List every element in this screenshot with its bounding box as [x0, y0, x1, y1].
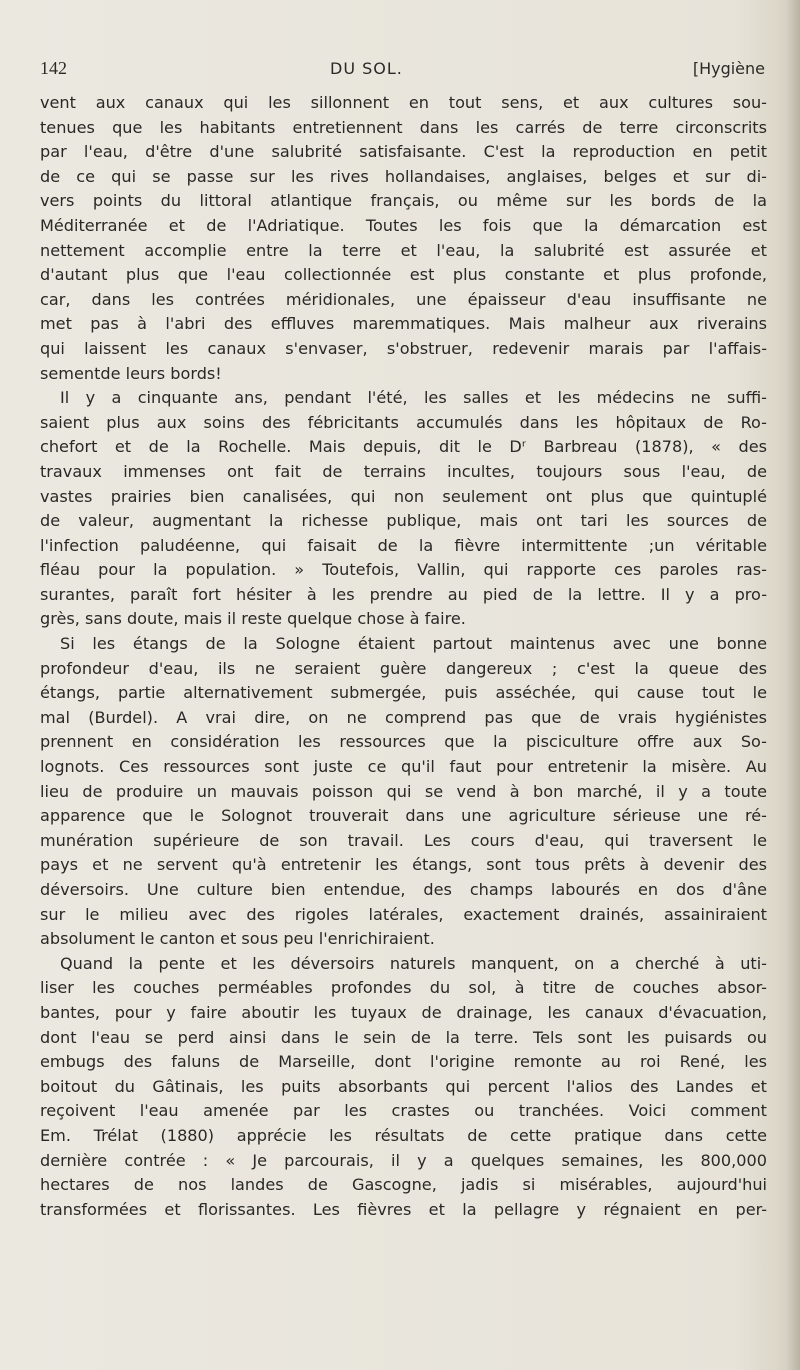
text-line: qui laissent les canaux s'envaser, s'obstruer, redevenir marais par l'affais- — [40, 338, 767, 358]
text-line: boitout du Gâtinais, les puits absorbants qui percent l'alios des Landes et — [40, 1076, 767, 1096]
running-title: DU SOL. — [330, 59, 403, 78]
text-line: reçoivent l'eau amenée par les crastes ou tranchées. Voici comment — [40, 1101, 767, 1121]
text-line: Méditerranée et de l'Adriatique. Toutes les fois que la démarcation est — [40, 215, 767, 235]
text-line: hectares de nos landes de Gascogne, jadis si misérables, aujourd'hui — [40, 1175, 767, 1195]
text-line: chefort et de la Rochelle. Mais depuis, dit le Dʳ Barbreau (1878), « des — [40, 437, 767, 457]
text-line: déversoirs. Une culture bien entendue, des champs labourés en dos d'âne — [40, 880, 767, 899]
text-line: dernière contrée : « Je parcourais, il y a quelques semaines, les 800,000 — [40, 1150, 767, 1170]
text-line: bantes, pour y faire aboutir les tuyaux de drainage, les canaux d'évacuation, — [40, 1002, 767, 1022]
text-line: saient plus aux soins des fébricitants accumulés dans les hôpitaux de Ro- — [40, 412, 767, 432]
text-line: vent aux canaux qui les sillonnent en tout sens, et aux cultures sou- — [40, 93, 767, 112]
text-line: sur le milieu avec des rigoles latérales, exactement drainés, assainiraient — [40, 904, 767, 924]
text-line: travaux immenses ont fait de terrains incultes, toujours sous l'eau, de — [40, 461, 767, 481]
text-line: fléau pour la population. » Toutefois, Vallin, qui rapporte ces paroles ras- — [40, 560, 767, 580]
running-section: [Hygiène — [692, 59, 765, 78]
text-line: sementde leurs bords! — [40, 363, 222, 383]
text-line: munération supérieure de son travail. Les cours d'eau, qui traversent le — [40, 830, 767, 850]
text-line: nettement accomplie entre la terre et l'eau, la salubrité est assurée et — [40, 240, 767, 260]
text-line: transformées et florissantes. Les fièvres et la pellagre y régnaient en per- — [40, 1199, 767, 1219]
page-header — [40, 58, 765, 88]
text-line: vastes prairies bien canalisées, qui non seulement ont plus que quintuplé — [40, 486, 767, 506]
text-line: Il y a cinquante ans, pendant l'été, les salles et les médecins ne suffi- — [60, 388, 767, 408]
text-line: grès, sans doute, mais il reste quelque chose à faire. — [40, 609, 466, 629]
text-line: dont l'eau se perd ainsi dans le sein de la terre. Tels sont les puisards ou — [40, 1027, 767, 1047]
text-line: profondeur d'eau, ils ne seraient guère dangereux ; c'est la queue des — [40, 658, 767, 678]
text-line: apparence que le Solognot trouverait dans une agriculture sérieuse une ré- — [40, 806, 767, 826]
text-line: prennent en considération les ressources que la pisciculture offre aux So- — [40, 732, 767, 752]
text-line: car, dans les contrées méridionales, une épaisseur d'eau insuffisante ne — [40, 289, 767, 309]
text-line: d'autant plus que l'eau collectionnée est plus constante et plus profonde, — [40, 265, 767, 285]
text-line: Em. Trélat (1880) apprécie les résultats de cette pratique dans cette — [40, 1125, 767, 1145]
text-line: Quand la pente et les déversoirs naturels manquent, on a cherché à uti- — [60, 953, 767, 973]
text-line: tenues que les habitants entretiennent dans les carrés de terre circonscrits — [40, 117, 767, 137]
text-line: lieu de produire un mauvais poisson qui se vend à bon marché, il y a toute — [40, 781, 767, 801]
text-line: étangs, partie alternativement submergée, puis asséchée, qui cause tout le — [40, 683, 767, 703]
text-line: Si les étangs de la Sologne étaient partout maintenus avec une bonne — [60, 634, 767, 654]
body-text — [40, 91, 767, 1222]
page-edge-shadow — [786, 0, 800, 1370]
text-line: pays et ne servent qu'à entretenir les étangs, sont tous prêts à devenir des — [40, 855, 767, 875]
text-line: embugs des faluns de Marseille, dont l'origine remonte au roi René, les — [40, 1052, 767, 1072]
text-line: liser les couches perméables profondes du sol, à titre de couches absor- — [40, 978, 767, 998]
text-line: surantes, paraît fort hésiter à les prendre au pied de la lettre. Il y a pro- — [40, 584, 767, 604]
page-number: 142 — [40, 58, 67, 78]
text-line: lognots. Ces ressources sont juste ce qu'il faut pour entretenir la misère. Au — [40, 757, 767, 777]
text-line: mal (Burdel). A vrai dire, on ne comprend pas que de vrais hygiénistes — [40, 707, 767, 727]
text-line: met pas à l'abri des effluves maremmatiques. Mais malheur aux riverains — [40, 314, 767, 334]
text-line: par l'eau, d'être d'une salubrité satisfaisante. C'est la reproduction en petit — [40, 142, 767, 162]
text-line: l'infection paludéenne, qui faisait de la fièvre intermittente ;un véritable — [40, 535, 767, 555]
text-line: de ce qui se passe sur les rives hollandaises, anglaises, belges et sur di- — [40, 166, 767, 186]
text-line: vers points du littoral atlantique français, ou même sur les bords de la — [40, 191, 767, 211]
text-line: de valeur, augmentant la richesse publique, mais ont tari les sources de — [40, 511, 767, 531]
text-line: absolument le canton et sous peu l'enrichiraient. — [40, 929, 435, 949]
